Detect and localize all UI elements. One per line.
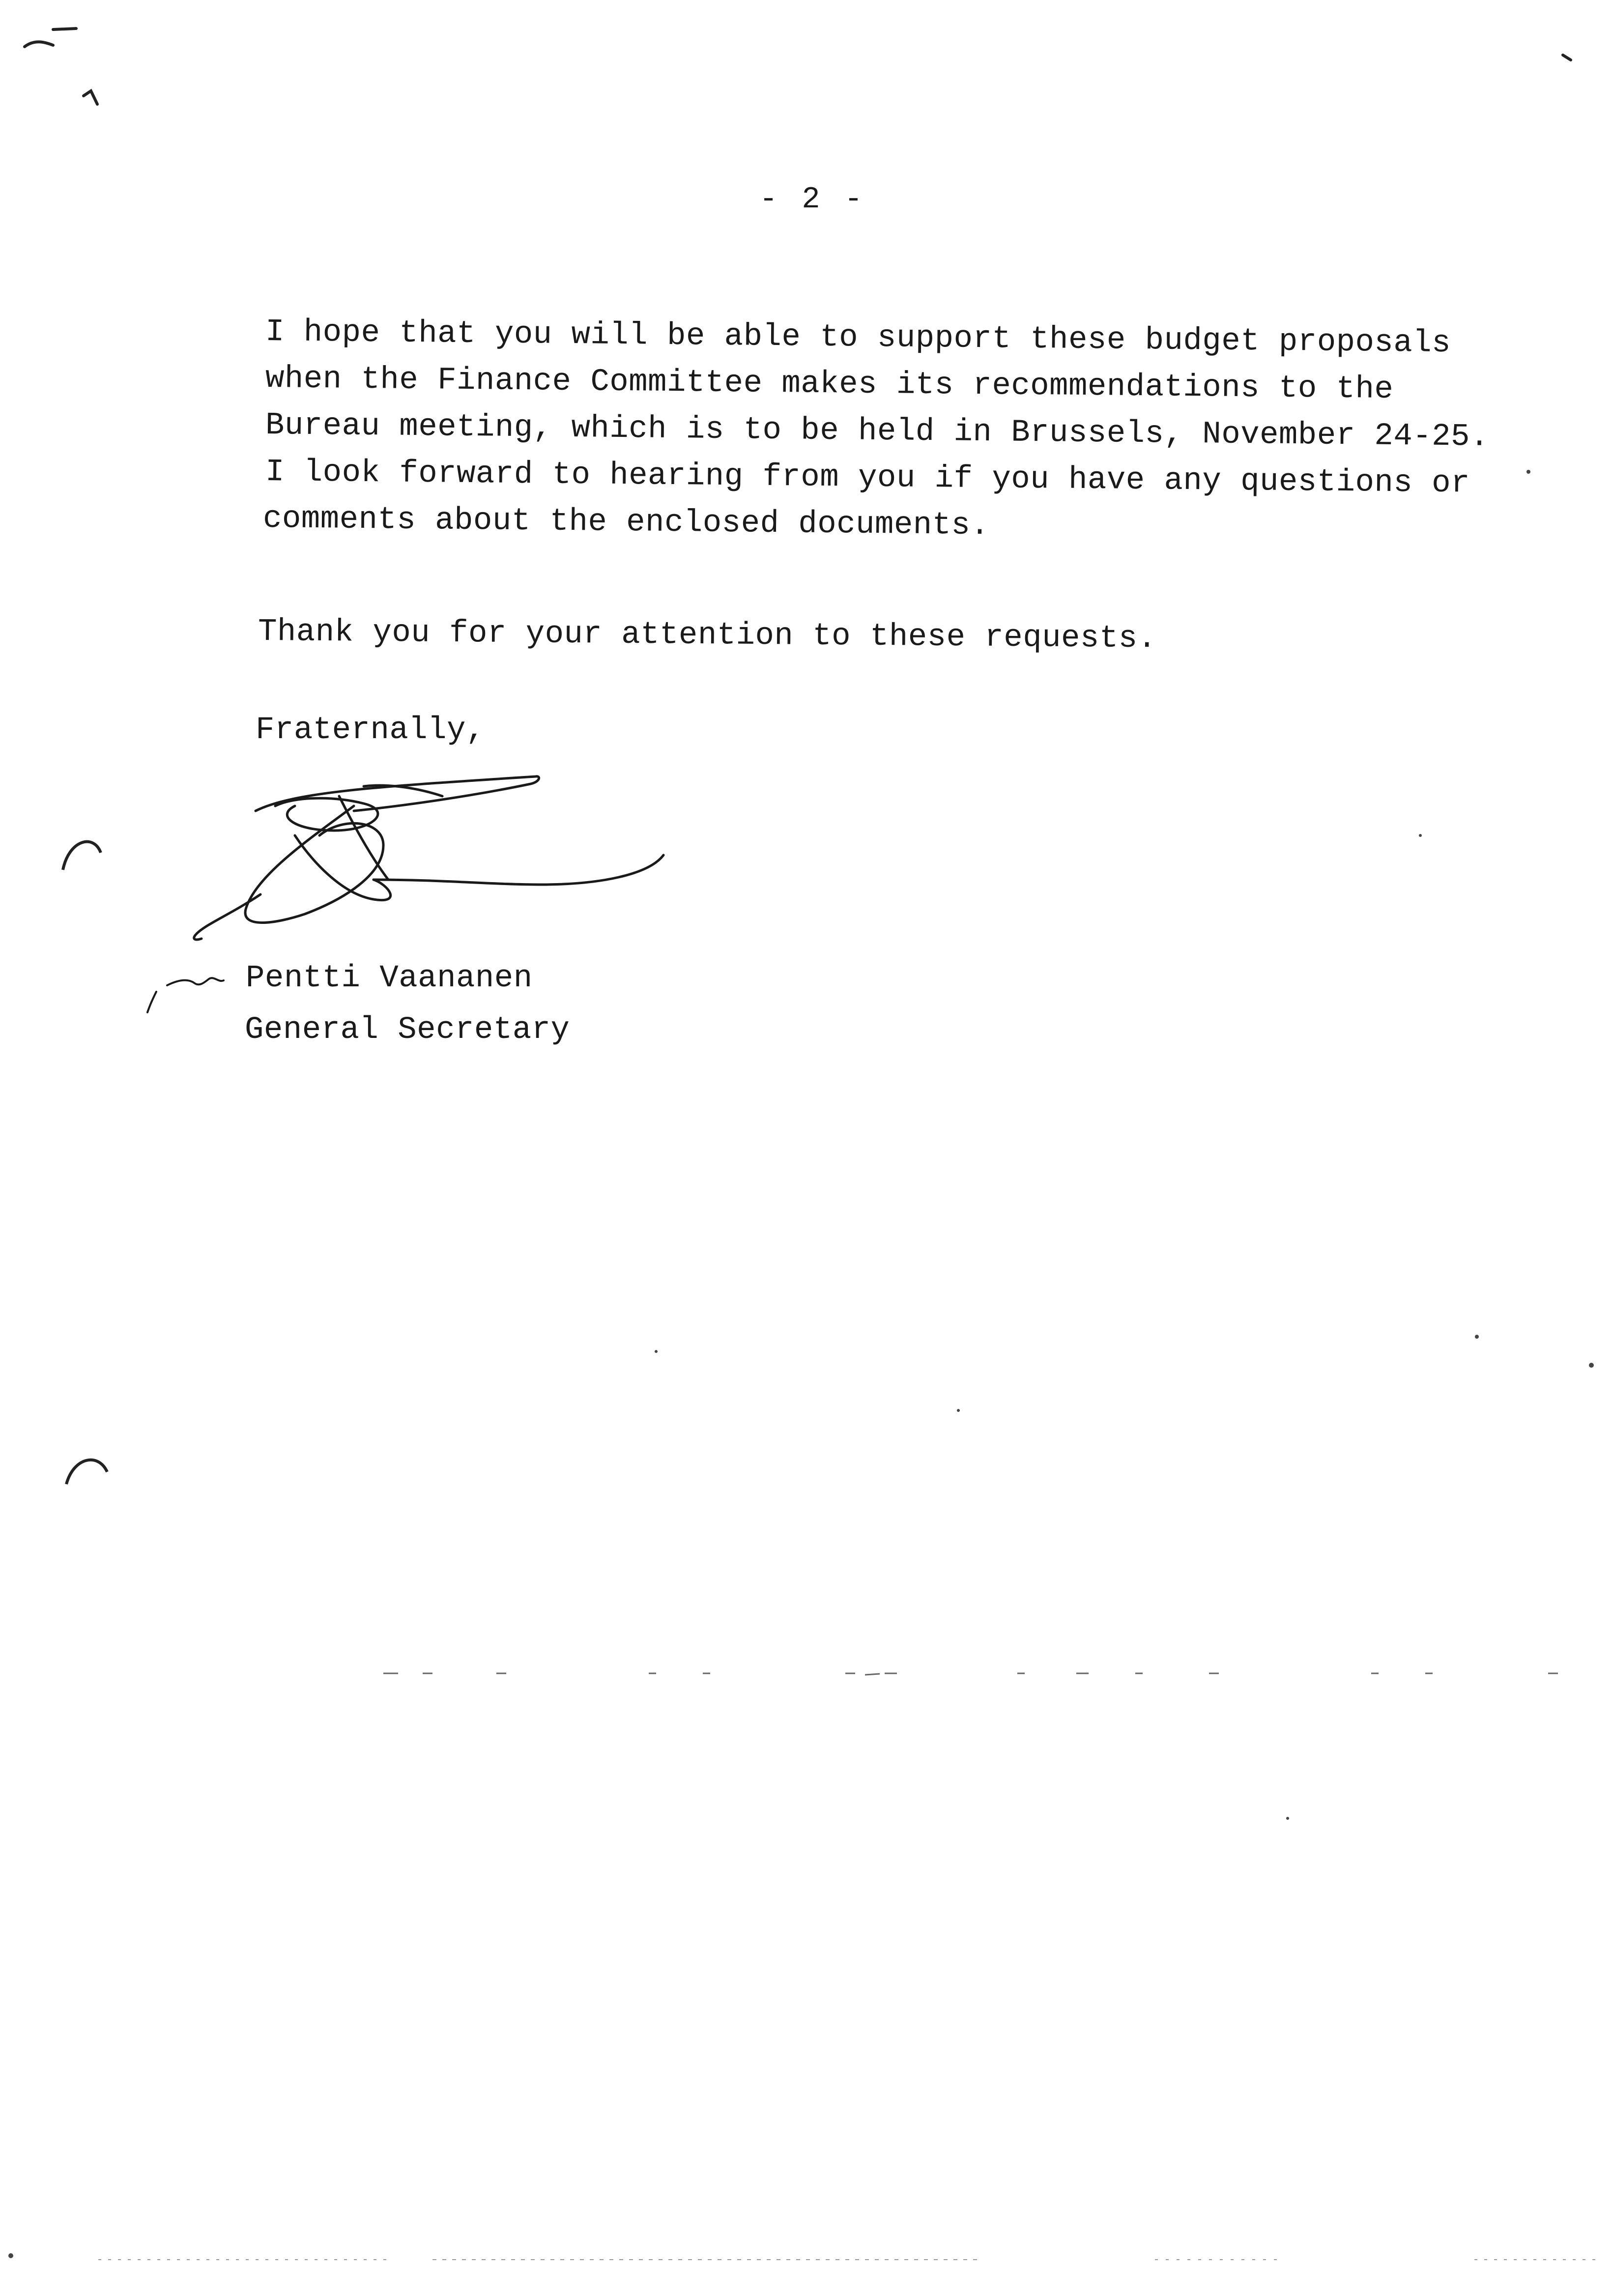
handwritten-signature [194, 776, 663, 940]
paragraph-line: Bureau meeting, which is to be held in Brussels, November 24-25. [265, 408, 1490, 455]
dashed-scan-line [383, 1673, 1558, 1675]
corner-marks [25, 29, 1571, 104]
initials-mark [147, 978, 224, 1012]
paragraph-line: comments about the enclosed documents. [262, 501, 990, 544]
signer-title: General Secretary [245, 1012, 570, 1048]
hole-punch-marks [63, 842, 107, 1484]
paragraph-line: I hope that you will be able to support these budget proposals [265, 315, 1451, 362]
thanks-line: Thank you for your attention to these requests. [258, 614, 1157, 657]
paragraph-line: I look forward to hearing from you if you have any questions or [265, 455, 1470, 502]
paragraph-line: when the Finance Committee makes its recommendations to the [265, 361, 1394, 408]
page-number: - 2 - [759, 182, 866, 217]
signer-name: Pentti Vaananen [246, 961, 533, 996]
closing-salutation: Fraternally, [256, 713, 485, 748]
speckles [8, 470, 1594, 2258]
